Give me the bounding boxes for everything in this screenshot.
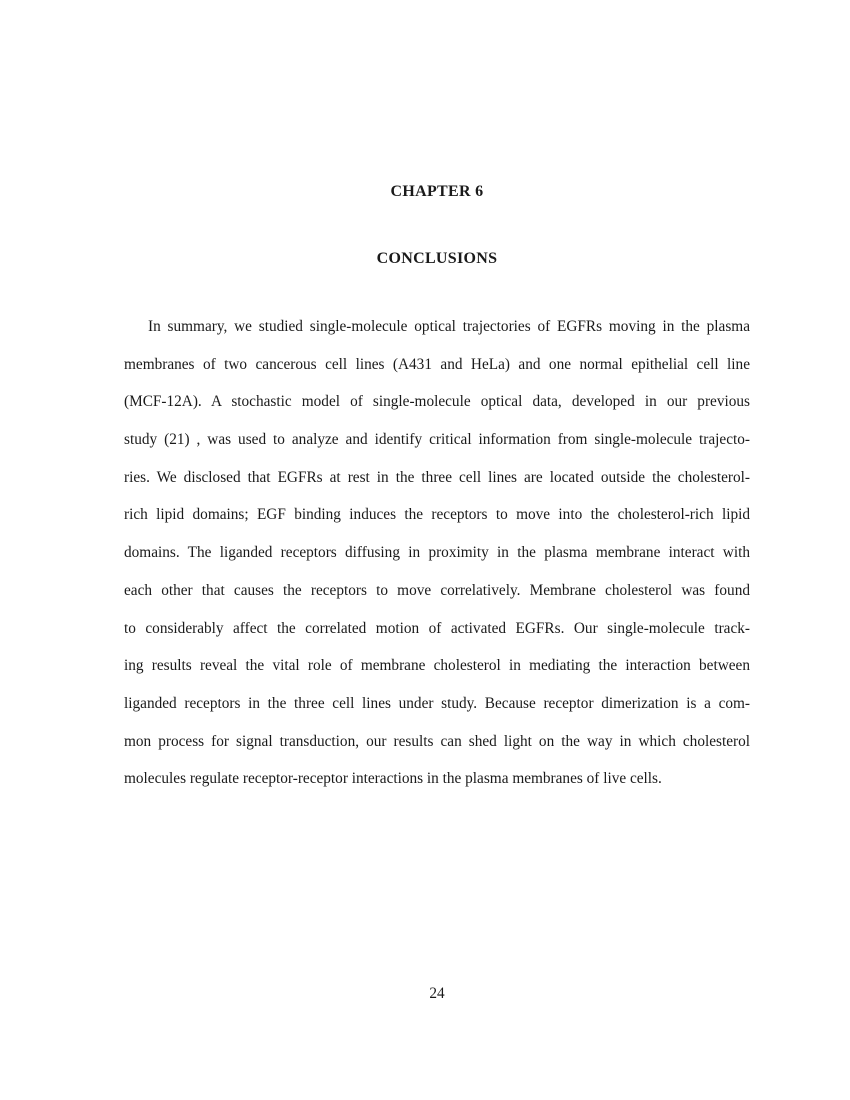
paragraph-line: each other that causes the receptors to move correlatively. Membrane cholesterol was found	[124, 581, 750, 599]
paragraph-line: to considerably affect the correlated motion of activated EGFRs. Our single-molecule track-	[124, 619, 750, 637]
paragraph-line: liganded receptors in the three cell lines under study. Because receptor dimerization is a com-	[124, 694, 750, 712]
paragraph-line: (MCF-12A). A stochastic model of single-molecule optical data, developed in our previous	[124, 393, 750, 411]
paragraph-line: ries. We disclosed that EGFRs at rest in the three cell lines are located outside the cholesterol-	[124, 468, 750, 486]
paragraph-line: membranes of two cancerous cell lines (A431 and HeLa) and one normal epithelial cell line	[124, 355, 750, 373]
paragraph-line: In summary, we studied single-molecule optical trajectories of EGFRs moving in the plasma	[148, 318, 750, 335]
paragraph-line: mon process for signal transduction, our results can shed light on the way in which cholesterol	[124, 732, 750, 750]
paragraph-line: domains. The liganded receptors diffusing in proximity in the plasma membrane interact with	[124, 544, 750, 562]
paragraph-line: rich lipid domains; EGF binding induces the receptors to move into the cholesterol-rich lipid	[124, 506, 750, 524]
conclusions-paragraph	[124, 313, 750, 803]
page-number: 24	[429, 985, 445, 1002]
chapter-number-heading: CHAPTER 6	[390, 183, 484, 200]
paragraph-line: molecules regulate receptor-receptor interactions in the plasma membranes of live cells.	[124, 770, 662, 788]
chapter-title-heading: CONCLUSIONS	[376, 250, 498, 267]
paragraph-line: study (21) , was used to analyze and identify critical information from single-molecule trajecto-	[124, 431, 750, 449]
paragraph-line: ing results reveal the vital role of membrane cholesterol in mediating the interaction between	[124, 657, 750, 675]
